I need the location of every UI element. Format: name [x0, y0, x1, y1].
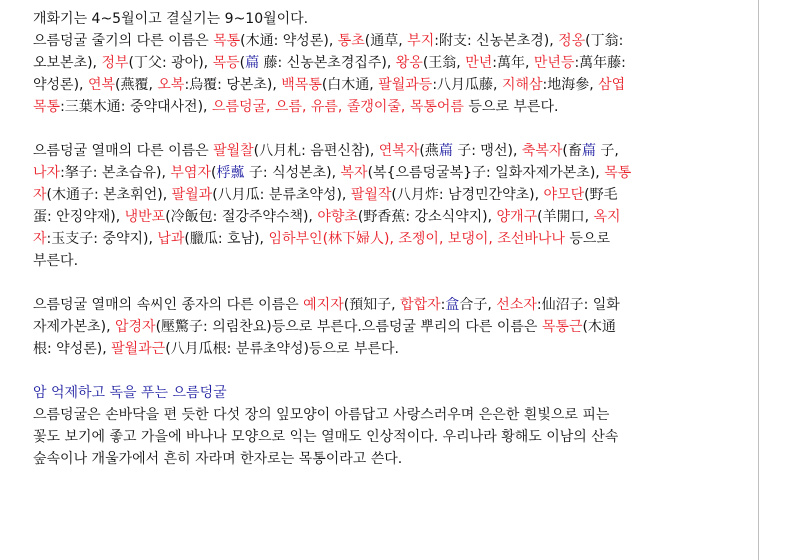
highlight-name: 정부 [101, 55, 129, 71]
text-segment: 부른다. [33, 253, 79, 269]
text-segment: (燕覆, [115, 77, 158, 93]
highlight-name: 야모단 [543, 187, 585, 203]
highlight-name: 선소자 [496, 297, 537, 313]
text-segment: 子: 맹선), [452, 143, 522, 159]
text-segment: :烏覆: 당본초), [184, 77, 282, 93]
highlight-name: 백목통 [281, 77, 322, 93]
highlight-name: 목등 [212, 55, 240, 71]
highlight-name: 압경자 [114, 319, 156, 335]
highlight-name: 정옹 [558, 33, 586, 49]
text-segment: 合子, [459, 297, 497, 313]
text-segment: (木通 [582, 319, 616, 335]
text-segment: :拏子: 본초습유), [60, 165, 171, 181]
text-line [33, 404, 609, 426]
text-segment: (王翁, [422, 55, 466, 71]
text-segment: :仙沼子: 일화 [536, 297, 620, 313]
text-segment: (野毛 [584, 187, 618, 203]
right-border [758, 0, 759, 560]
highlight-name: 목통 [604, 165, 632, 181]
highlight-name: 목통 [213, 33, 241, 49]
text-segment: 根: 약성론), [33, 341, 112, 357]
highlight-name: 팔월과근 [111, 341, 166, 357]
highlight-name: 자 [33, 187, 47, 203]
text-segment: 개화기는 4~5월이고 결실기는 9~10월이다. [33, 11, 309, 27]
highlight-name: 부지 [407, 33, 435, 49]
highlight-name: 목통근 [541, 319, 583, 335]
text-segment: :附支: 신농본초경), [434, 33, 559, 49]
text-segment: (畜 [562, 143, 582, 159]
text-segment: ( [239, 55, 246, 71]
text-line [33, 250, 78, 272]
text-line [33, 30, 623, 52]
highlight-name: 임하부인(林下婦人), 조젱이, 보댕이, 조선바나나 [268, 231, 565, 247]
text-segment: (八月札: 음편신참), [253, 143, 379, 159]
text-segment: (野香蕉: 강소식약지), [357, 209, 497, 225]
text-line [33, 206, 621, 228]
highlight-name: 연복자 [378, 143, 420, 159]
text-segment: (八月瓜根: 분류초약성)등으로 부른다. [165, 341, 399, 357]
text-line [33, 448, 402, 470]
highlight-name: 예지자 [303, 297, 344, 313]
text-segment: :三葉木通: 중약대사전), [60, 99, 212, 115]
highlight-name: 지해삼 [501, 77, 543, 93]
text-segment: :八月瓜藤, [432, 77, 502, 93]
highlight-name: 팔월과등 [378, 77, 433, 93]
highlight-name: 삼엽 [598, 77, 626, 93]
highlight-name: 축복자 [521, 143, 563, 159]
text-segment: 으름덩굴 열매의 속씨인 종자의 다른 이름은 [33, 297, 304, 313]
text-line [33, 96, 558, 118]
highlight-name: 으름덩굴, 으름, 유름, 졸갱이줄, 목통어름 [211, 99, 464, 115]
text-segment: (丁父: 광아), [128, 55, 213, 71]
text-segment: (木通: 약성론), [240, 33, 338, 49]
text-segment: (복{으름덩굴복}子: 일화자제가본초), [367, 165, 605, 181]
text-segment: (壓驚子: 의림찬요)등으로 부른다.으름덩굴 뿌리의 다른 이름은 [155, 319, 542, 335]
text-line [33, 426, 618, 448]
text-segment: (八月炸: 남경민간약초), [391, 187, 544, 203]
text-segment: 숲속이나 개울가에서 흔히 자라며 한자로는 목통이라고 쓴다. [33, 451, 403, 467]
text-segment: (八月瓜: 분류초약성), [212, 187, 351, 203]
text-segment: 子: 식성본초), [244, 165, 341, 181]
text-segment: :萬年藤: [574, 55, 626, 71]
text-segment: 子, [595, 143, 619, 159]
text-segment: (通草, [364, 33, 408, 49]
highlight-name: 부염자 [170, 165, 211, 181]
text-line [33, 228, 610, 250]
text-segment: 오보본초), [33, 55, 102, 71]
highlight-name: 만년등 [533, 55, 575, 71]
blue-text: 암 억제하고 독을 푸는 으름덩굴 [33, 385, 227, 401]
text-segment: 藤: 신농본초경집주), [259, 55, 396, 71]
highlight-name: 냉반포 [124, 209, 166, 225]
blue-text: 萹 [438, 143, 453, 159]
text-line [33, 294, 620, 316]
text-segment: :玉支子: 중약지), [46, 231, 158, 247]
text-segment: (木通子: 본초휘언), [46, 187, 172, 203]
text-segment: ( [210, 165, 217, 181]
text-segment: (羊開口, [537, 209, 594, 225]
blue-text: 盒 [445, 297, 460, 313]
highlight-name: 왕옹 [395, 55, 423, 71]
text-line [33, 162, 631, 184]
text-segment: (燕 [419, 143, 439, 159]
text-segment: (冷飯包: 절강주약수책), [165, 209, 318, 225]
highlight-name: 팔월과 [171, 187, 213, 203]
text-line [33, 184, 618, 206]
text-line [33, 140, 619, 162]
text-line [33, 382, 227, 404]
highlight-name: 야향초 [317, 209, 358, 225]
text-segment: 蛋: 안징약재), [33, 209, 125, 225]
text-segment: (臘瓜: 호남), [184, 231, 269, 247]
text-segment: 등으로 [564, 231, 610, 247]
text-segment: : [440, 297, 446, 313]
text-segment: 등으로 부른다. [463, 99, 559, 115]
blue-text: 萹 [581, 143, 596, 159]
highlight-name: 나자 [33, 165, 61, 181]
text-segment: (白木通, [321, 77, 379, 93]
text-line [33, 8, 308, 30]
blue-text: 萹 [245, 55, 260, 71]
highlight-name: 납과 [157, 231, 185, 247]
text-line [33, 338, 399, 360]
text-line [33, 316, 616, 338]
highlight-name: 합합자 [400, 297, 441, 313]
highlight-name: 통초 [337, 33, 365, 49]
text-segment: 으름덩굴 줄기의 다른 이름은 [33, 33, 214, 49]
text-segment: 자제가본초), [33, 319, 115, 335]
text-segment: 으름덩굴은 손바닥을 편 듯한 다섯 장의 잎모양이 아름답고 사랑스러우며 은은한 흰빛으로 피는 [33, 407, 610, 423]
highlight-name: 자 [33, 231, 47, 247]
text-segment: 약성론), [33, 77, 88, 93]
text-segment: :地海參, [542, 77, 599, 93]
highlight-name: 팔월작 [350, 187, 392, 203]
text-segment: (預知子, [343, 297, 401, 313]
highlight-name: 연복 [87, 77, 115, 93]
text-segment: 으름덩굴 열매의 다른 이름은 [33, 143, 214, 159]
blue-text: 桴䕯 [216, 165, 245, 181]
highlight-name: 양개구 [496, 209, 538, 225]
highlight-name: 옥지 [593, 209, 621, 225]
highlight-name: 팔월찰 [213, 143, 254, 159]
text-line [33, 52, 626, 74]
highlight-name: 목통 [33, 99, 61, 115]
text-segment: 꽃도 보기에 좋고 가을에 바나나 모양으로 익는 열매도 인상적이다. 우리나라 황해도 이남의 산속 [33, 429, 619, 445]
text-line [33, 74, 625, 96]
text-segment: (丁翁: [585, 33, 624, 49]
highlight-name: 복자 [340, 165, 368, 181]
text-segment: :萬年, [492, 55, 534, 71]
highlight-name: 오복 [157, 77, 185, 93]
highlight-name: 만년 [465, 55, 493, 71]
